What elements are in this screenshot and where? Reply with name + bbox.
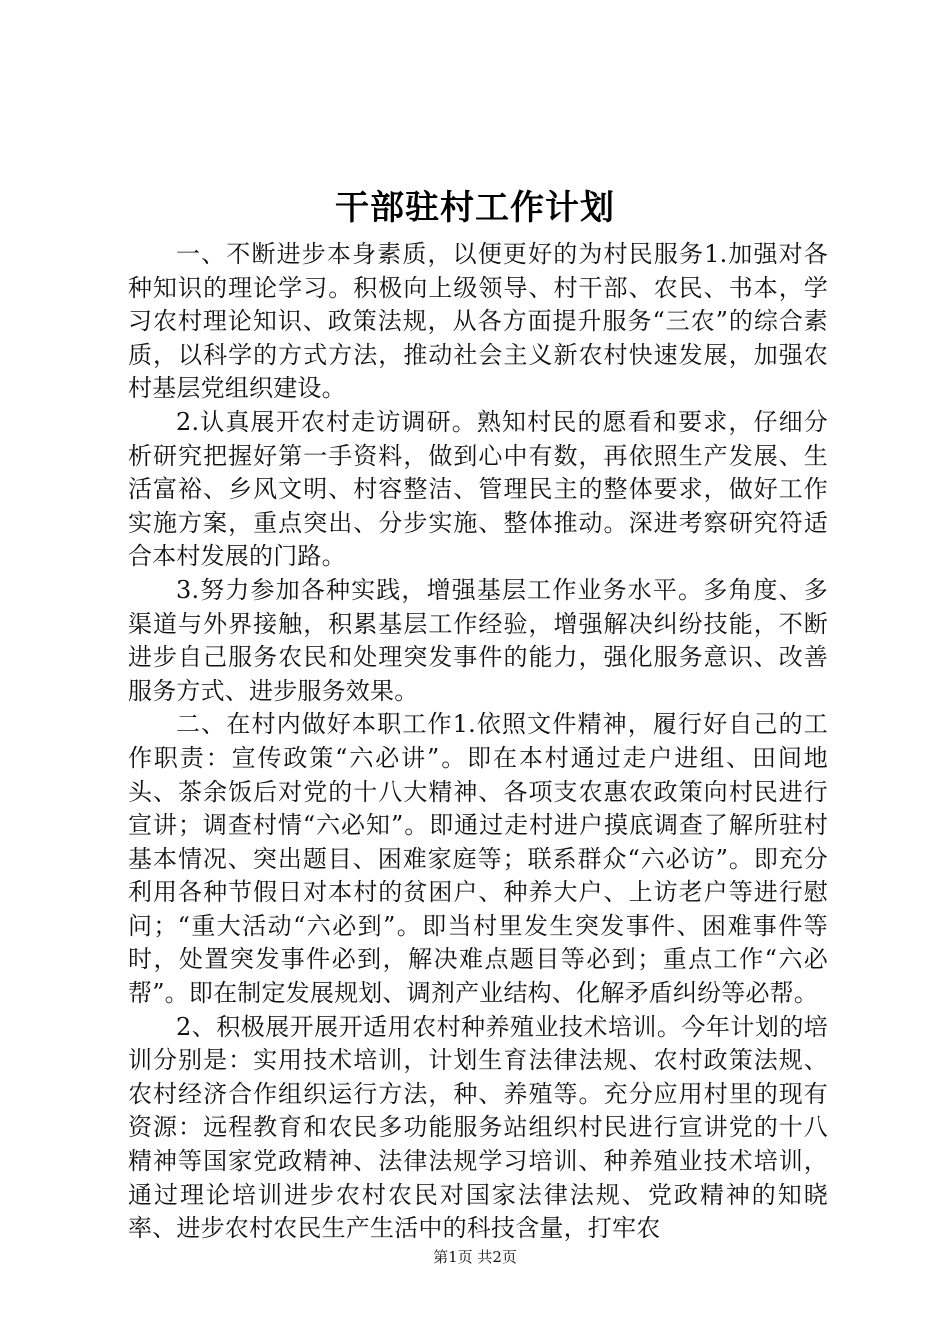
- document-body: [128, 238, 828, 1246]
- page-number-footer: 第1页 共2页: [433, 1248, 517, 1266]
- paragraph: 2、积极展开展开适用农村种养殖业技术培训。今年计划的培训分别是：实用技术培训，计划生育法律法规、农村政策法规、农村经济合作组织运行方法，种、养殖等。充分应用村里的现有资源：远程教育和农民多功能服务站组织村民进行宣讲党的十八精神等国家党政精神、法律法规学习培训、种养殖业技术培训，通过理论培训进步农村农民对国家法律法规、党政精神的知晓率、进步农村农民生产生活中的科技含量，打牢农: [128, 1012, 828, 1243]
- document-title: 干部驻村工作计划: [335, 188, 615, 228]
- paragraph: 2.认真展开农村走访调研。熟知村民的愿看和要求，仔细分析研究把握好第一手资料，做到心中有数，再依照生产发展、生活富裕、乡风文明、村容整洁、管理民主的整体要求，做好工作实施方案，重点突出、分步实施、整体推动。深进考察研究符适合本村发展的门路。: [128, 407, 828, 571]
- paragraph: 一、不断进步本身素质，以便更好的为村民服务1.加强对各种知识的理论学习。积极向上级领导、村干部、农民、书本，学习农村理论知识、政策法规，从各方面提升服务“三农”的综合素质，以科学的方式方法，推动社会主义新农村快速发展，加强农村基层党组织建设。: [128, 240, 828, 403]
- paragraph: 二、在村内做好本职工作1.依照文件精神，履行好自己的工作职责：宣传政策“六必讲”。即在本村通过走户进组、田间地头、茶余饭后对党的十八大精神、各项支农惠农政策向村民进行宣讲；调查村情“六必知”。即通过走村进户摸底调查了解所驻村基本情况、突出题目、困难家庭等；联系群众“六必访”。即充分利用各种节假日对本村的贫困户、种养大户、上访老户等进行慰问；“重大活动“六必到”。即当村里发生突发事件、困难事件等时，处置突发事件必到，解决难点题目等必到；重点工作“六必帮”。即在制定发展规划、调剂产业结构、化解矛盾纠纷等必帮。: [128, 710, 828, 1008]
- paragraph: 3.努力参加各种实践，增强基层工作业务水平。多角度、多渠道与外界接触，积累基层工作经验，增强解决纠纷技能，不断进步自己服务农民和处理突发事件的能力，强化服务意识、改善服务方式、进步服务效果。: [128, 575, 828, 705]
